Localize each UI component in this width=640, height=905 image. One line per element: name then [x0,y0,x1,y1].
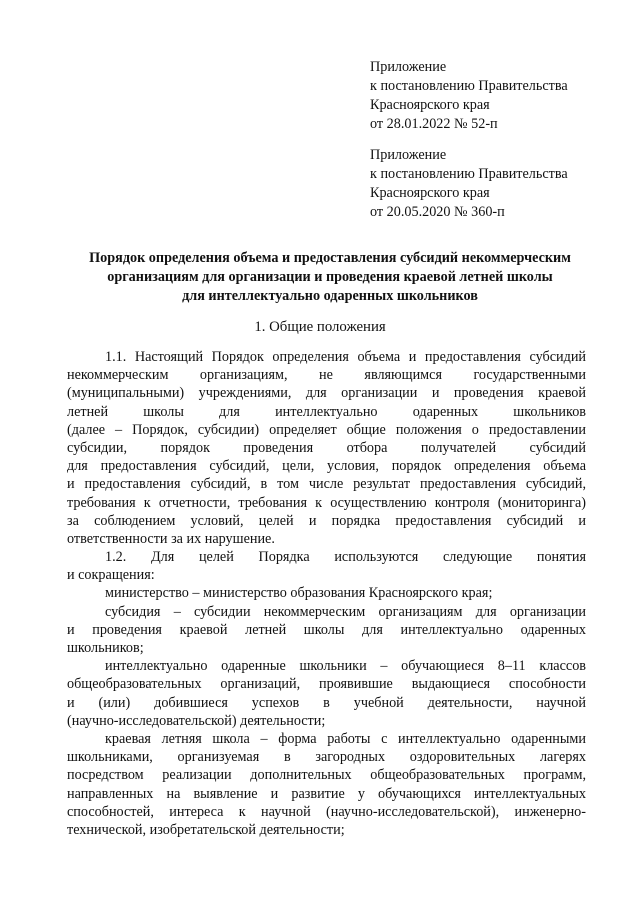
appendix-date-number: от 20.05.2020 № 360-п [370,204,505,220]
definition-line: школьниками, организуемая в загородных оздоровительных лагерях [67,749,586,766]
title-line: Порядок определения объема и предоставления субсидий некоммерческим [89,250,571,266]
appendix-label: Приложение [370,147,447,163]
appendix-note-original [370,146,620,222]
paragraph-line: (далее – Порядок, субсидии) определяет общие положения о предоставлении [67,421,586,438]
paragraph-line: ответственности за их нарушение. [67,530,275,547]
definition-line: (научно-исследовательской) деятельности; [67,712,326,729]
definition-line: интеллектуально одаренные школьники – обучающиеся 8–11 классов [105,658,586,675]
definition-line: министерство – министерство образования Красноярского края; [105,585,493,602]
paragraph-line: для предоставления субсидий, цели, условия, порядок определения объема [67,458,586,475]
definition-line: и проведения краевой летней школы для интеллектуально одаренных [67,621,586,638]
definition-line: субсидия – субсидии некоммерческим организациям для организации [105,603,586,620]
title-line: организациям для организации и проведения краевой летней школы [107,269,553,285]
paragraph-line: и предоставления субсидий, в том числе результат предоставления субсидий, [67,476,586,493]
appendix-label: Приложение [370,59,447,75]
appendix-region: Красноярского края [370,185,490,201]
definition-line: и (или) добившиеся успехов в учебной деятельности, научной [67,694,586,711]
definition-line: общеобразовательных организаций, проявившие выдающиеся способности [67,676,586,693]
section-heading: 1. Общие положения [254,319,386,335]
appendix-note-current [370,58,620,134]
definition-line: направленных на выявление и развитие у обучающихся интеллектуальных [67,785,586,802]
title-line: для интеллектуально одаренных школьников [182,288,478,304]
paragraph-line: (муниципальными) учреждениями, для организации и проведения краевой [67,385,586,402]
paragraph-line: требования к отчетности, требования к осуществлению контроля (мониторинга) [67,494,586,511]
appendix-region: Красноярского края [370,97,490,113]
paragraph-line: летней школы для интеллектуально одаренных школьников [67,403,586,420]
paragraph-line: за соблюдением условий, целей и порядка предоставления субсидий и [67,512,586,529]
appendix-resolution: к постановлению Правительства [370,78,568,94]
definition-line: технической, изобретательской деятельности; [67,821,345,838]
definition-line: способностей, интереса к научной (научно-исследовательской), инженерно- [67,803,586,820]
paragraph-line: 1.2. Для целей Порядка используются следующие понятия [105,549,586,566]
paragraph-line: и сокращения: [67,567,155,584]
definition-line: школьников; [67,640,144,656]
paragraph-line: 1.1. Настоящий Порядок определения объема и предоставления субсидий [105,349,586,365]
paragraph-line: некоммерческим организациям, не являющимся государственными [67,367,586,384]
appendix-date-number: от 28.01.2022 № 52-п [370,116,498,132]
document-title [50,249,610,306]
definition-line: посредством реализации дополнительных общеобразовательных программ, [67,767,586,784]
document-body [67,348,586,839]
paragraph-line: субсидии, порядок проведения отбора получателей субсидий [67,439,586,456]
appendix-resolution: к постановлению Правительства [370,166,568,182]
definition-line: краевая летняя школа – форма работы с интеллектуально одаренными [105,730,586,747]
